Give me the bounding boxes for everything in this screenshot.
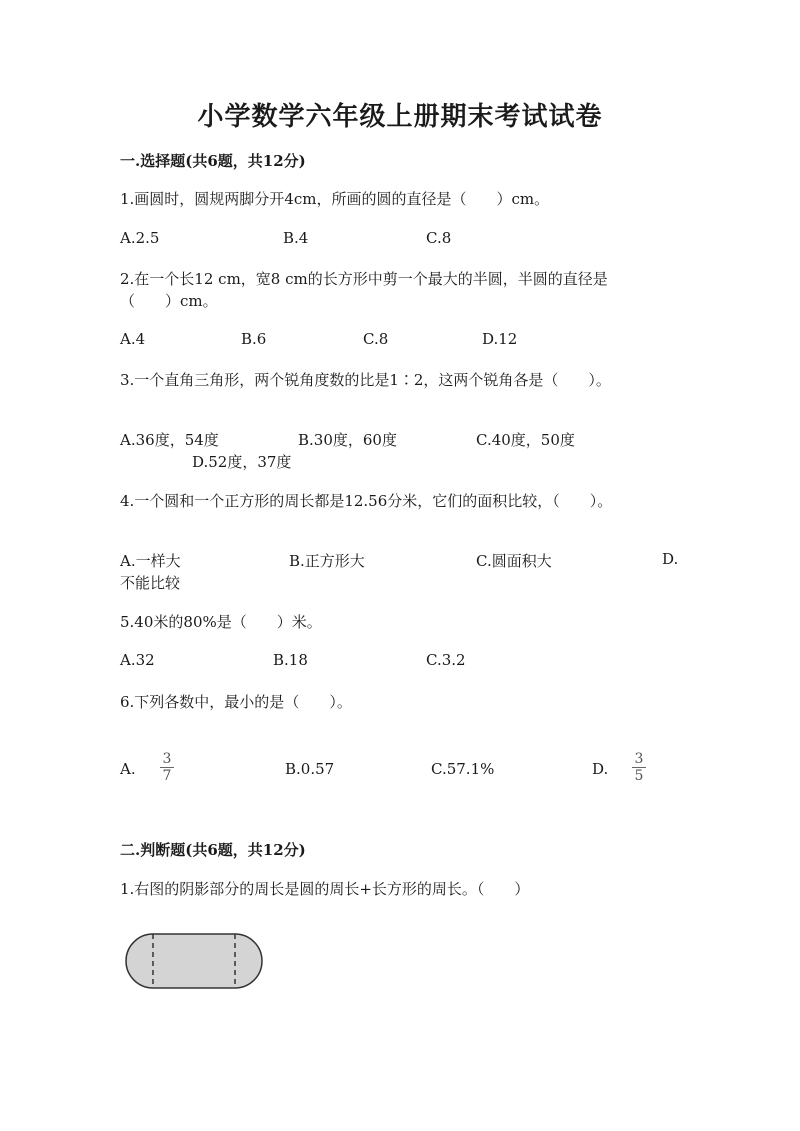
q2-option-d: D.12	[482, 330, 518, 348]
q4-option-c: C.圆面积大	[476, 552, 552, 570]
q1-option-b: B.4	[283, 229, 309, 247]
q3-option-d: D.52度，37度	[192, 453, 292, 471]
q3-option-b: B.30度，60度	[298, 431, 397, 449]
fraction-numerator: 3	[162, 751, 172, 767]
q4-option-d-label: D.	[662, 550, 679, 568]
question-6: 6.下列各数中，最小的是（ ）。	[120, 693, 352, 711]
fraction-denominator: 7	[162, 768, 172, 784]
q3-option-c: C.40度，50度	[476, 431, 575, 449]
q2-option-b: B.6	[241, 330, 267, 348]
q1-option-a: A.2.5	[120, 229, 160, 247]
section-heading-judgement: 二.判断题(共6题，共12分)	[120, 841, 306, 859]
q6-option-b: B.0.57	[285, 760, 335, 778]
q6-option-c: C.57.1%	[431, 760, 495, 778]
page-title: 小学数学六年级上册期末考试试卷	[197, 102, 603, 132]
question-3: 3.一个直角三角形，两个锐角度数的比是1∶2，这两个锐角各是（ ）。	[120, 371, 611, 389]
q4-option-a: A.一样大	[120, 552, 181, 570]
q3-option-a: A.36度，54度	[120, 431, 219, 449]
q6-option-a-fraction	[160, 752, 174, 783]
stadium-figure	[120, 930, 270, 992]
q4-option-b: B.正方形大	[289, 552, 365, 570]
q5-option-b: B.18	[273, 651, 308, 669]
fraction-denominator: 5	[634, 768, 644, 784]
q5-option-a: A.32	[120, 651, 155, 669]
q2-option-c: C.8	[363, 330, 389, 348]
question-5: 5.40米的80%是（ ）米。	[120, 613, 322, 631]
question-4: 4.一个圆和一个正方形的周长都是12.56分米，它们的面积比较，（ ）。	[120, 492, 613, 510]
q1-option-c: C.8	[426, 229, 452, 247]
question-2-line1: 2.在一个长12 cm，宽8 cm的长方形中剪一个最大的半圆，半圆的直径是	[120, 270, 608, 288]
q6-option-a-label: A.	[120, 760, 136, 778]
section-heading-choice: 一.选择题(共6题，共12分)	[120, 152, 306, 170]
q6-option-d-label: D.	[592, 760, 609, 778]
q5-option-c: C.3.2	[426, 651, 466, 669]
fraction-numerator: 3	[634, 751, 644, 767]
judgement-1: 1.右图的阴影部分的周长是圆的周长+长方形的周长。（ ）	[120, 880, 530, 898]
shaded-stadium-shape	[126, 934, 262, 988]
question-1: 1.画圆时，圆规两脚分开4cm，所画的圆的直径是（ ）cm。	[120, 190, 550, 208]
q4-option-d-text: 不能比较	[120, 574, 181, 592]
q2-option-a: A.4	[120, 330, 146, 348]
q6-option-d-fraction	[632, 752, 646, 783]
question-2-line2: （ ）cm。	[120, 292, 218, 310]
